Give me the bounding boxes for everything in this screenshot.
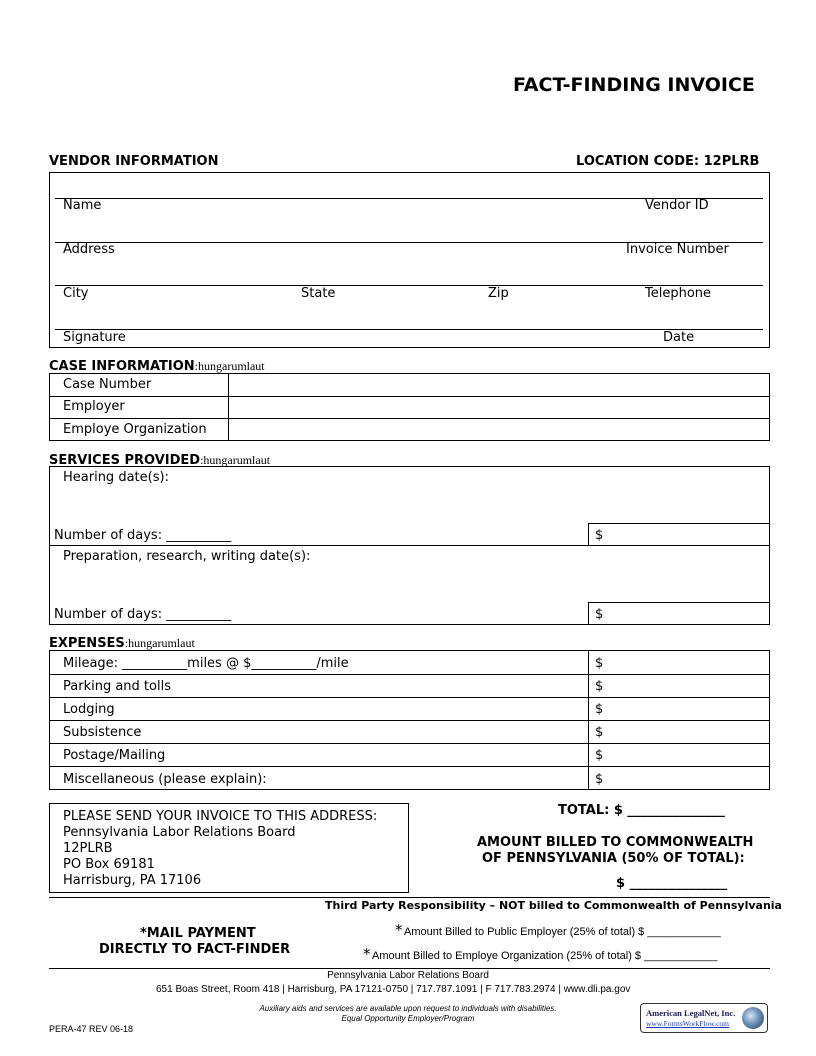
globe-icon <box>742 1007 764 1029</box>
employe-org-star: * <box>363 945 371 963</box>
expenses-row-line <box>49 766 770 767</box>
form-id: PERA-47 REV 06-18 <box>49 1024 134 1034</box>
vendor-id-label: Vendor ID <box>645 198 709 213</box>
services-amount-top <box>588 602 770 603</box>
postage-label: Postage/Mailing <box>63 748 166 763</box>
lodging-amount-field[interactable]: $ <box>595 702 604 717</box>
amount-billed-heading-1: AMOUNT BILLED TO COMMONWEALTH <box>477 835 754 850</box>
parking-amount-field[interactable]: $ <box>595 679 604 694</box>
miscellaneous-label: Miscellaneous (please explain): <box>63 772 267 787</box>
postage-amount-field[interactable]: $ <box>595 748 604 763</box>
prep-amount-field[interactable]: $ <box>595 607 604 622</box>
address-box-city: Harrisburg, PA 17106 <box>63 873 202 888</box>
total-field[interactable]: TOTAL: $ _______________ <box>558 803 725 818</box>
invoice-number-label: Invoice Number <box>626 242 729 257</box>
third-party-divider <box>49 897 770 898</box>
hearing-days-label: Number of days: __________ <box>54 528 232 543</box>
name-label: Name <box>63 198 102 213</box>
amount-billed-heading-2: OF PENNSYLVANIA (50% OF TOTAL): <box>482 851 745 866</box>
subsistence-amount-field[interactable]: $ <box>595 725 604 740</box>
zip-label: Zip <box>488 286 509 301</box>
public-employer-amount-field[interactable]: Amount Billed to Public Employer (25% of total) $ ____________ <box>404 926 721 938</box>
logo-url-link[interactable]: www.FormsWorkFlow.com <box>646 1019 730 1028</box>
hearing-amount-field[interactable]: $ <box>595 528 604 543</box>
address-box-code: 12PLRB <box>63 841 113 856</box>
services-amount-divider <box>588 602 589 625</box>
mail-payment-line-2: DIRECTLY TO FACT-FINDER <box>99 942 291 957</box>
footer-divider <box>49 968 770 969</box>
employer-label: Employer <box>63 399 125 414</box>
footer-eeo: Equal Opportunity Employer/Program <box>341 1014 475 1023</box>
services-amount-divider <box>588 523 589 545</box>
signature-label: Signature <box>63 330 126 345</box>
prep-dates-label: Preparation, research, writing date(s): <box>63 549 311 564</box>
date-label: Date <box>663 330 695 345</box>
case-heading: CASE INFORMATION <box>49 359 195 374</box>
page-title: FACT-FINDING INVOICE <box>513 74 755 96</box>
expenses-row-line <box>49 674 770 675</box>
city-label: City <box>63 286 89 301</box>
commonwealth-amount-field[interactable]: $ _______________ <box>616 876 728 891</box>
case-number-field[interactable] <box>230 374 768 395</box>
mail-payment-line-1: *MAIL PAYMENT <box>140 926 256 941</box>
parking-label: Parking and tolls <box>63 679 171 694</box>
employe-org-amount-field[interactable]: Amount Billed to Employe Organization (25% of total) $ ____________ <box>372 950 718 962</box>
services-heading-suffix: :hungarumlaut <box>200 453 271 467</box>
address-box-heading: PLEASE SEND YOUR INVOICE TO THIS ADDRESS: <box>63 809 378 824</box>
address-box-pobox: PO Box 69181 <box>63 857 155 872</box>
employe-organization-label: Employe Organization <box>63 422 207 437</box>
expenses-row-line <box>49 697 770 698</box>
expenses-row-line <box>49 720 770 721</box>
expenses-row-line <box>49 743 770 744</box>
third-party-heading: Third Party Responsibility – NOT billed to Commonwealth of Pennsylvania <box>325 899 782 912</box>
case-heading-wrap <box>49 355 265 374</box>
miscellaneous-amount-field[interactable]: $ <box>595 772 604 787</box>
state-label: State <box>301 286 336 301</box>
case-heading-suffix: :hungarumlaut <box>194 359 265 373</box>
employer-field[interactable] <box>230 397 768 417</box>
services-row-line <box>49 545 770 546</box>
expenses-heading-suffix: :hungarumlaut <box>124 636 195 650</box>
footer-agency: Pennsylvania Labor Relations Board <box>327 970 489 981</box>
subsistence-label: Subsistence <box>63 725 142 740</box>
services-amount-top <box>588 523 770 524</box>
address-label: Address <box>63 242 115 257</box>
location-code: LOCATION CODE: 12PLRB <box>576 154 760 169</box>
lodging-label: Lodging <box>63 702 115 717</box>
services-heading: SERVICES PROVIDED <box>49 453 201 468</box>
public-employer-star: * <box>395 921 403 939</box>
hearing-dates-label: Hearing date(s): <box>63 470 169 485</box>
mileage-label: Mileage: __________miles @ $__________/mile <box>63 656 349 671</box>
footer-address: 651 Boas Street, Room 418 | Harrisburg, PA 17121-0750 | 717.787.1091 | F 717.783.2974 | www.dli.pa.gov <box>156 984 631 995</box>
signature-line[interactable] <box>55 329 763 330</box>
expenses-heading: EXPENSES <box>49 636 125 651</box>
american-legalnet-logo[interactable] <box>640 1003 768 1033</box>
vendor-heading: VENDOR INFORMATION <box>49 154 219 169</box>
telephone-label: Telephone <box>645 286 712 301</box>
case-divider <box>228 373 229 441</box>
case-number-label: Case Number <box>63 377 152 392</box>
footer-auxiliary-aids: Auxiliary aids and services are available upon request to individuals with disabilities. <box>259 1004 557 1013</box>
expenses-heading-wrap <box>49 632 195 651</box>
address-box-agency: Pennsylvania Labor Relations Board <box>63 825 296 840</box>
prep-days-label: Number of days: __________ <box>54 607 232 622</box>
logo-name: American LegalNet, Inc. <box>646 1008 736 1018</box>
mileage-amount-field[interactable]: $ <box>595 656 604 671</box>
employe-organization-field[interactable] <box>230 419 768 440</box>
